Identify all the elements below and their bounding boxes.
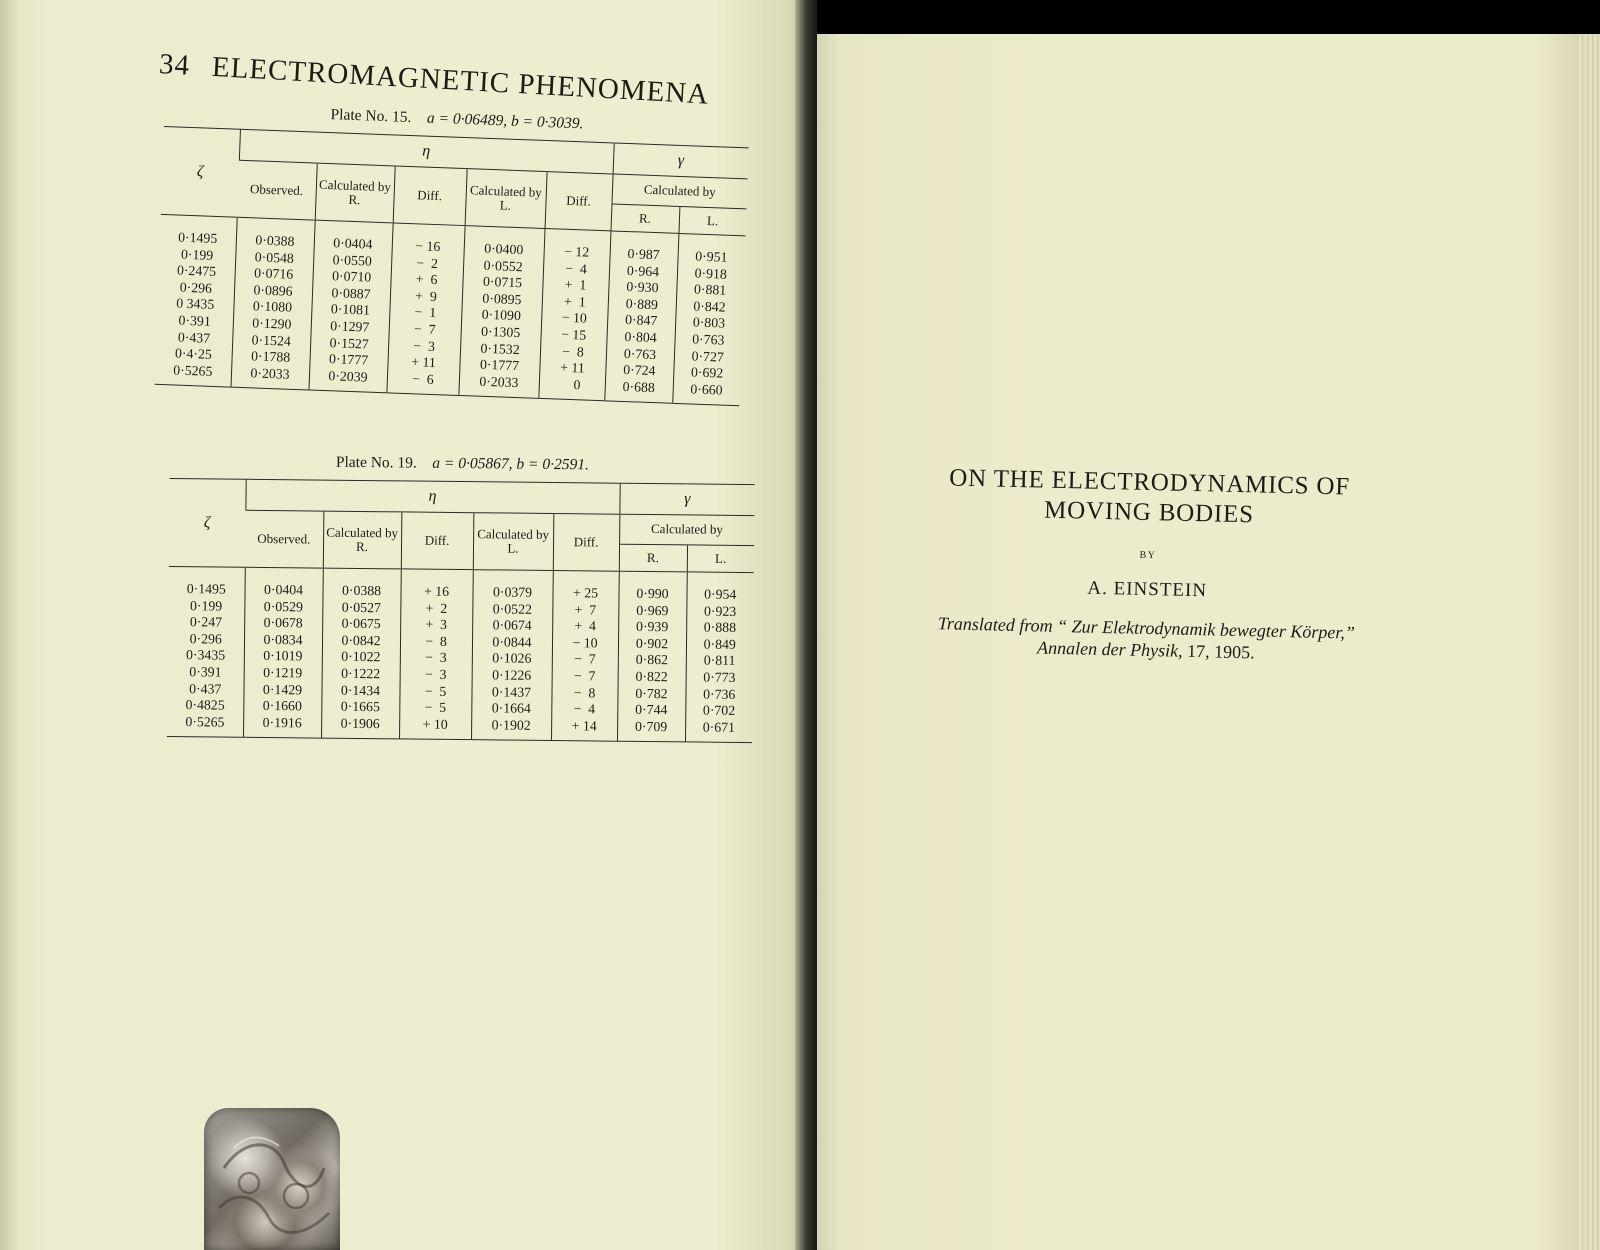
table-cell: 0·727 xyxy=(691,348,725,365)
gamma-r-column xyxy=(604,231,678,404)
eta-header: η xyxy=(245,479,619,514)
calc-l-header: Calculated by L. xyxy=(465,169,547,229)
table-cell: 0·0400 xyxy=(483,240,524,258)
zeta-column xyxy=(167,566,245,737)
table-cell: 0·0552 xyxy=(483,257,523,274)
table-cell: − 15 xyxy=(560,326,587,343)
table-cell: 0·0404 xyxy=(263,581,304,598)
table-cell: 0·0842 xyxy=(341,632,381,648)
plate-params: a = 0·05867, b = 0·2591. xyxy=(432,454,589,474)
table-cell: 0·0379 xyxy=(492,584,533,600)
table-cell: + 4 xyxy=(574,618,597,634)
table-cell: 0·0895 xyxy=(482,290,522,307)
table-body-row xyxy=(155,214,746,406)
table-cell: + 11 xyxy=(559,359,585,376)
table-cell: 0·437 xyxy=(177,329,211,346)
table-cell: − 7 xyxy=(573,668,596,684)
table-cell: 0·1495 xyxy=(186,581,226,597)
table-cell: 0·4·25 xyxy=(174,345,213,363)
right-page-edge xyxy=(1578,34,1600,1250)
table-cell: − 12 xyxy=(563,243,590,260)
table-cell: + 2 xyxy=(425,600,448,616)
table-cell: 0·918 xyxy=(694,265,728,282)
table-cell: 0·0388 xyxy=(255,232,295,249)
table-cell: 0·1219 xyxy=(263,664,303,681)
table-cell: 0·0674 xyxy=(492,617,532,633)
table-cell: 0·990 xyxy=(636,585,669,602)
calc-r-header: Calculated by R. xyxy=(323,511,402,569)
table-cell: 0·0716 xyxy=(253,265,294,282)
table-cell: 0·0675 xyxy=(341,615,381,632)
table-cell: − 3 xyxy=(413,337,436,354)
table-cell: 0·1290 xyxy=(252,315,292,332)
table-cell: 0·1081 xyxy=(330,301,371,319)
table-cell: + 9 xyxy=(414,288,438,304)
article-title xyxy=(879,462,1420,534)
table-cell: − 5 xyxy=(424,683,447,699)
table-cell: 0·849 xyxy=(703,636,736,652)
table-cell: 0·1777 xyxy=(328,351,369,368)
table-cell: 0·199 xyxy=(180,246,214,263)
table-cell: 0·0715 xyxy=(482,273,523,291)
plate-table-block xyxy=(155,100,750,407)
table-cell: 0·842 xyxy=(693,298,726,315)
table-cell: 0·811 xyxy=(703,652,736,669)
gamma-header: γ xyxy=(619,483,754,515)
table-cell: 0·1297 xyxy=(330,318,370,335)
table-cell: 0 3435 xyxy=(176,295,215,313)
table-cell: 0·1026 xyxy=(492,650,532,667)
table-cell: + 11 xyxy=(411,354,437,371)
table-cell: 0·847 xyxy=(624,312,658,329)
running-head-title: ELECTROMAGNETIC PHENOMENA xyxy=(211,50,710,111)
table-cell: 0·391 xyxy=(189,664,222,680)
table-cell: − 10 xyxy=(561,310,588,326)
article-title-line: ON THE ELECTRODYNAMICS OF xyxy=(949,464,1351,501)
table-cell: 0·782 xyxy=(635,685,668,701)
diff-l-header: Diff. xyxy=(545,172,613,231)
table-cell: − 8 xyxy=(425,633,447,649)
gamma-l-header: L. xyxy=(678,206,746,236)
table-cell: − 3 xyxy=(424,650,447,666)
observed-column xyxy=(243,567,323,738)
table-cell: + 7 xyxy=(574,601,597,618)
table-cell: + 6 xyxy=(415,271,438,288)
table-cell: 0·660 xyxy=(690,381,723,398)
table-cell: 0·951 xyxy=(695,248,728,265)
table-cell: 0·1665 xyxy=(340,698,380,715)
table-cell: − 3 xyxy=(424,666,447,682)
table-cell: − 4 xyxy=(573,701,596,717)
table-cell: − 7 xyxy=(573,651,596,667)
table-cell: 0·296 xyxy=(189,630,222,647)
calc-by-header: Calculated by xyxy=(612,174,748,208)
table-cell: 0·1437 xyxy=(491,683,532,700)
table-cell: 0·0522 xyxy=(492,600,533,617)
table-cell: 0·0834 xyxy=(263,631,303,648)
gamma-r-header: R. xyxy=(619,544,687,572)
engraved-scroll-icon xyxy=(204,1108,340,1250)
table-cell: 0·199 xyxy=(189,597,223,614)
table-cell: 0·803 xyxy=(692,314,726,332)
table-cell: 0·688 xyxy=(622,378,656,395)
diff-r-column xyxy=(399,569,473,740)
metal-bookmark xyxy=(204,1108,340,1250)
table-cell: 0·964 xyxy=(626,262,660,279)
table-cell: 0·763 xyxy=(691,331,725,348)
observed-column xyxy=(231,217,315,390)
journal-name: Annalen der Physik, xyxy=(1036,637,1183,661)
table-cell: 0·969 xyxy=(636,602,669,618)
table-cell: 0·0550 xyxy=(332,251,373,269)
diff-l-header: Diff. xyxy=(553,514,620,572)
table-cell: − 4 xyxy=(565,260,588,277)
observed-header: Observed. xyxy=(245,510,324,568)
calc-l-column xyxy=(458,226,544,399)
article-title-block xyxy=(876,462,1420,667)
table-cell: 0·0710 xyxy=(331,268,372,285)
table-cell: 0·671 xyxy=(702,719,736,735)
table-cell: 0·1660 xyxy=(262,698,302,714)
table-cell: 0·1022 xyxy=(341,649,381,665)
plate-params: a = 0·06489, b = 0·3039. xyxy=(426,109,584,133)
table-cell: − 16 xyxy=(415,238,441,255)
table-cell: 0·822 xyxy=(635,668,668,685)
table-cell: 0 xyxy=(562,376,581,393)
data-table xyxy=(155,126,749,407)
table-cell: 0·888 xyxy=(703,619,737,636)
table-cell: 0·1090 xyxy=(481,307,522,324)
table-cell: 0·4825 xyxy=(185,697,225,713)
table-cell: 0·1777 xyxy=(479,356,520,374)
table-cell: 0·1434 xyxy=(340,682,381,698)
table-cell: 0·0896 xyxy=(253,282,293,299)
table-cell: 0·923 xyxy=(703,603,737,619)
table-cell: 0·0404 xyxy=(333,235,373,252)
table-cell: 0·1495 xyxy=(177,229,218,247)
table-cell: 0·0527 xyxy=(341,599,382,615)
calc-r-column xyxy=(321,568,401,739)
table-cell: 0·773 xyxy=(703,669,736,685)
diff-r-column xyxy=(386,223,464,396)
table-cell: 0·862 xyxy=(635,652,669,668)
table-cell: 0·1226 xyxy=(492,667,532,683)
calc-by-header: Calculated by xyxy=(619,514,754,545)
translation-source: Translated from “ Zur Elektrodynamik bewegter Körper,” xyxy=(937,613,1356,643)
table-cell: − 5 xyxy=(424,699,447,716)
gamma-l-column xyxy=(685,572,754,743)
table-cell: 0·0887 xyxy=(331,285,371,302)
table-cell: 0·987 xyxy=(627,246,661,263)
book-gutter xyxy=(795,0,817,1250)
calc-l-column xyxy=(471,570,553,741)
gamma-header: γ xyxy=(613,143,749,179)
table-cell: 0·1524 xyxy=(251,331,292,349)
table-cell: + 25 xyxy=(572,585,599,601)
table-cell: 0·3435 xyxy=(185,647,226,663)
table-cell: 0·1664 xyxy=(491,700,531,716)
table-cell: 0·0844 xyxy=(492,634,532,650)
table-cell: + 1 xyxy=(564,276,587,293)
table-cell: 0·1906 xyxy=(340,715,380,731)
table-cell: 0·1532 xyxy=(480,340,520,357)
table-cell: 0·1916 xyxy=(262,714,302,731)
table-cell: 0·724 xyxy=(623,362,656,379)
table-cell: 0·709 xyxy=(634,718,668,734)
diff-l-column xyxy=(551,571,619,742)
table-cell: 0·1222 xyxy=(341,665,381,682)
table-cell: + 10 xyxy=(422,716,448,732)
calc-r-header: Calculated by R. xyxy=(315,163,395,223)
table-cell: 0·1527 xyxy=(329,334,370,352)
table-cell: 0·2033 xyxy=(250,365,290,382)
by-label: BY xyxy=(1139,549,1157,562)
table-cell: 0·954 xyxy=(704,586,737,602)
table-cell: 0·2039 xyxy=(328,367,368,385)
table-cell: 0·889 xyxy=(625,295,659,312)
left-page-edge xyxy=(0,0,20,1250)
article-title-line: MOVING BODIES xyxy=(1043,496,1255,529)
author-name: A. EINSTEIN xyxy=(1087,577,1208,602)
eta-header: η xyxy=(239,129,614,174)
table-cell: 0·2033 xyxy=(479,373,519,390)
table-cell: 0·1019 xyxy=(263,648,303,664)
table-cell: − 10 xyxy=(572,635,598,651)
table-cell: 0·736 xyxy=(703,686,736,702)
calc-l-header: Calculated by L. xyxy=(473,513,554,571)
table-cell: 0·930 xyxy=(626,279,659,296)
table-cell: 0·437 xyxy=(189,680,222,697)
gamma-r-header: R. xyxy=(611,203,680,233)
table-cell: − 2 xyxy=(416,254,439,271)
table-cell: 0·763 xyxy=(623,345,657,362)
calc-r-column xyxy=(308,220,392,393)
table-cell: 0·744 xyxy=(635,702,668,718)
zeta-header: ζ xyxy=(196,162,204,180)
table-cell: − 6 xyxy=(411,370,435,387)
table-cell: − 1 xyxy=(414,304,437,321)
diff-r-header: Diff. xyxy=(401,512,474,570)
table-cell: + 1 xyxy=(563,293,586,310)
table-cell: 0·0529 xyxy=(263,598,304,614)
observed-header: Observed. xyxy=(237,160,317,220)
table-cell: 0·296 xyxy=(179,279,213,296)
gamma-r-column xyxy=(617,571,687,742)
plate-label: Plate No. 19. xyxy=(335,453,417,472)
table-cell: 0·1902 xyxy=(491,717,531,733)
table-cell: 0·1788 xyxy=(250,348,291,365)
table-body-row xyxy=(167,566,754,742)
table-cell: − 8 xyxy=(562,343,585,360)
plate-table-block xyxy=(167,452,755,743)
page-number: 34 xyxy=(158,48,191,82)
zeta-column xyxy=(155,214,237,387)
table-cell: 0·881 xyxy=(693,281,727,298)
table-cell: 0·391 xyxy=(178,312,212,329)
table-cell: 0·902 xyxy=(635,635,669,652)
gamma-l-column xyxy=(672,233,745,406)
table-cell: 0·2475 xyxy=(176,262,217,280)
table-cell: + 16 xyxy=(423,583,450,599)
table-cell: 0·0388 xyxy=(341,582,382,599)
data-table xyxy=(167,478,755,743)
table-cell: − 8 xyxy=(573,684,596,701)
table-cell: + 3 xyxy=(425,616,448,633)
journal-volume-year: 17, 1905. xyxy=(1182,640,1255,663)
table-cell: 0·1080 xyxy=(252,298,293,316)
plate-label: Plate No. 15. xyxy=(330,106,412,127)
table-cell: − 7 xyxy=(413,321,436,338)
table-cell: + 14 xyxy=(571,717,597,734)
table-cell: 0·1305 xyxy=(480,323,521,341)
table-cell: 0·804 xyxy=(624,328,657,346)
diff-r-header: Diff. xyxy=(393,166,467,226)
table-cell: 0·0548 xyxy=(254,248,295,266)
table-cell: 0·1429 xyxy=(262,681,303,697)
diff-l-column xyxy=(538,228,610,401)
table-cell: 0·5265 xyxy=(173,362,213,379)
table-cell: 0·247 xyxy=(189,614,223,630)
table-cell: 0·5265 xyxy=(185,713,225,730)
table-cell: 0·702 xyxy=(702,702,736,719)
table-cell: 0·692 xyxy=(690,364,724,381)
gamma-l-header: L. xyxy=(687,544,754,572)
table-cell: 0·0678 xyxy=(263,615,303,631)
zeta-header: ζ xyxy=(203,513,211,531)
table-cell: 0·939 xyxy=(636,619,669,635)
